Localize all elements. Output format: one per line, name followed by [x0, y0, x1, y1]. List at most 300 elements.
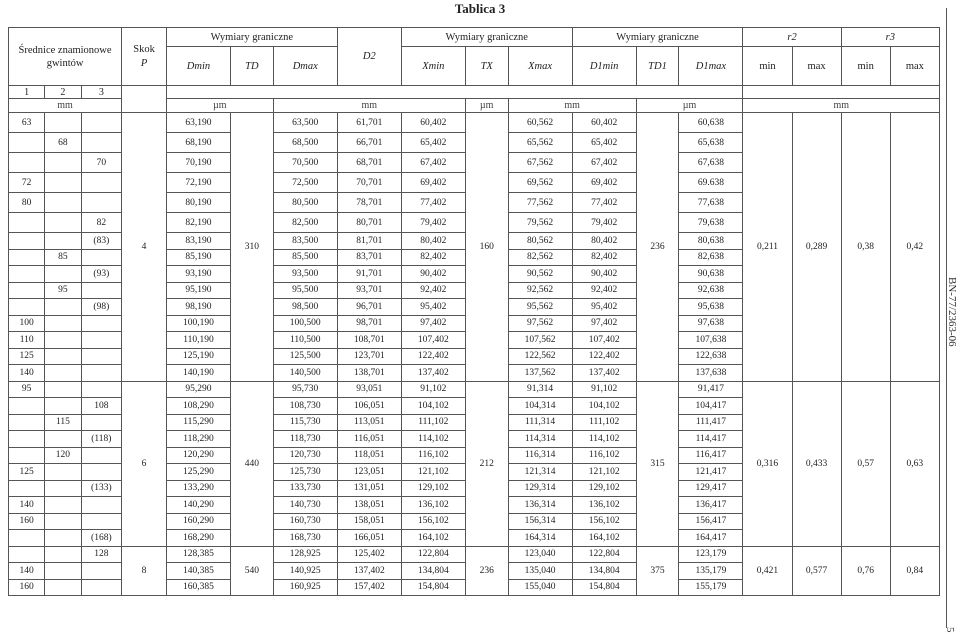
- cell-series-1: [9, 153, 45, 173]
- cell-d1min: 95,402: [572, 299, 636, 316]
- cell-d2: 108,701: [337, 332, 401, 349]
- cell-d1max: 91,417: [679, 381, 743, 398]
- cell-dmax: 82,500: [273, 213, 337, 233]
- cell-r2-min: 0,316: [743, 381, 792, 546]
- cell-dmax: 83,500: [273, 233, 337, 250]
- cell-xmax: 60,562: [508, 113, 572, 133]
- cell-td1: 315: [636, 381, 679, 546]
- cell-series-1: [9, 546, 45, 563]
- header-r3-min: min: [841, 47, 890, 86]
- cell-dmin: 93,190: [166, 266, 230, 283]
- cell-xmax: 77,562: [508, 193, 572, 213]
- cell-d1min: 67,402: [572, 153, 636, 173]
- cell-dmax: 100,500: [273, 315, 337, 332]
- cell-td: 310: [231, 113, 274, 382]
- cell-dmax: 80,500: [273, 193, 337, 213]
- cell-xmax: 155,040: [508, 579, 572, 596]
- header-r2: r2: [743, 28, 841, 47]
- cell-dmax: 133,730: [273, 480, 337, 497]
- cell-d1max: 164,417: [679, 530, 743, 547]
- cell-d1max: 69.638: [679, 173, 743, 193]
- cell-d1max: 67,638: [679, 153, 743, 173]
- cell-pitch: 6: [122, 381, 167, 546]
- header-limits-group-3: Wymiary graniczne: [572, 28, 743, 47]
- cell-d1min: 92,402: [572, 282, 636, 299]
- cell-dmin: 83,190: [166, 233, 230, 250]
- cell-series-2: [45, 513, 81, 530]
- cell-d2: 158,051: [337, 513, 401, 530]
- cell-td1: 236: [636, 113, 679, 382]
- cell-series-3: 108: [81, 398, 122, 415]
- cell-d1max: 82,638: [679, 249, 743, 266]
- cell-xmax: 65,562: [508, 133, 572, 153]
- cell-xmin: 82,402: [401, 249, 465, 266]
- cell-series-1: 63: [9, 113, 45, 133]
- cell-d1min: 80,402: [572, 233, 636, 250]
- cell-dmax: 68,500: [273, 133, 337, 153]
- cell-d2: 78,701: [337, 193, 401, 213]
- cell-dmax: 95,500: [273, 282, 337, 299]
- cell-r3-max: 0,84: [890, 546, 939, 596]
- cell-series-3: (168): [81, 530, 122, 547]
- cell-d1min: 90,402: [572, 266, 636, 283]
- cell-series-1: 140: [9, 563, 45, 580]
- header-pitch-blank: [122, 86, 167, 113]
- cell-series-2: [45, 193, 81, 213]
- cell-series-1: 110: [9, 332, 45, 349]
- cell-series-1: [9, 398, 45, 415]
- cell-d1min: 122,804: [572, 546, 636, 563]
- cell-xmax: 114,314: [508, 431, 572, 448]
- cell-d1min: 116,102: [572, 447, 636, 464]
- cell-td: 540: [231, 546, 274, 596]
- cell-series-3: 128: [81, 546, 122, 563]
- cell-xmax: 129,314: [508, 480, 572, 497]
- cell-xmin: 156,102: [401, 513, 465, 530]
- cell-d1max: 155,179: [679, 579, 743, 596]
- cell-series-2: [45, 315, 81, 332]
- cell-d1min: 129,102: [572, 480, 636, 497]
- page-number: 5: [944, 626, 956, 632]
- cell-dmax: 160,730: [273, 513, 337, 530]
- cell-d1max: 95,638: [679, 299, 743, 316]
- cell-xmax: 164,314: [508, 530, 572, 547]
- cell-d2: 61,701: [337, 113, 401, 133]
- cell-d1min: 137,402: [572, 365, 636, 382]
- cell-series-2: [45, 365, 81, 382]
- header-col-2: 2: [45, 86, 81, 99]
- cell-r3-min: 0,38: [841, 113, 890, 382]
- cell-dmin: 82,190: [166, 213, 230, 233]
- cell-xmin: 121,102: [401, 464, 465, 481]
- cell-d1min: 114,102: [572, 431, 636, 448]
- cell-dmax: 120,730: [273, 447, 337, 464]
- cell-r2-min: 0,421: [743, 546, 792, 596]
- cell-d1min: 79,402: [572, 213, 636, 233]
- cell-d2: 138,051: [337, 497, 401, 514]
- cell-xmax: 80,562: [508, 233, 572, 250]
- cell-dmin: 108,290: [166, 398, 230, 415]
- cell-series-1: [9, 266, 45, 283]
- header-td: TD: [231, 47, 274, 86]
- unit-mm-diam: mm: [9, 99, 122, 113]
- cell-xmin: 80,402: [401, 233, 465, 250]
- cell-xmax: 122,562: [508, 348, 572, 365]
- cell-d2: 98,701: [337, 315, 401, 332]
- cell-xmax: 97,562: [508, 315, 572, 332]
- cell-series-3: [81, 193, 122, 213]
- header-r2-min: min: [743, 47, 792, 86]
- cell-series-2: [45, 546, 81, 563]
- cell-d1min: 122,402: [572, 348, 636, 365]
- cell-xmin: 114,102: [401, 431, 465, 448]
- cell-d1max: 77,638: [679, 193, 743, 213]
- cell-d1max: 114,417: [679, 431, 743, 448]
- cell-xmin: 77,402: [401, 193, 465, 213]
- cell-series-3: 82: [81, 213, 122, 233]
- cell-d1max: 65,638: [679, 133, 743, 153]
- cell-series-2: [45, 332, 81, 349]
- cell-dmin: 110,190: [166, 332, 230, 349]
- cell-xmax: 90,562: [508, 266, 572, 283]
- header-xmin: Xmin: [401, 47, 465, 86]
- cell-d2: 125,402: [337, 546, 401, 563]
- cell-series-3: [81, 497, 122, 514]
- cell-dmax: 168,730: [273, 530, 337, 547]
- cell-series-2: [45, 299, 81, 316]
- cell-series-3: [81, 315, 122, 332]
- header-spacer-r: [743, 86, 940, 99]
- header-xmax: Xmax: [508, 47, 572, 86]
- cell-series-3: [81, 282, 122, 299]
- cell-series-2: [45, 398, 81, 415]
- header-r2-max: max: [792, 47, 841, 86]
- cell-xmax: 82,562: [508, 249, 572, 266]
- cell-series-2: [45, 381, 81, 398]
- cell-dmin: 115,290: [166, 414, 230, 431]
- cell-xmin: 134,804: [401, 563, 465, 580]
- cell-series-3: [81, 464, 122, 481]
- cell-d1min: 134,804: [572, 563, 636, 580]
- cell-r3-min: 0,76: [841, 546, 890, 596]
- cell-r2-max: 0,433: [792, 381, 841, 546]
- table-row: [9, 546, 940, 563]
- cell-series-3: [81, 513, 122, 530]
- cell-xmax: 156,314: [508, 513, 572, 530]
- cell-xmin: 92,402: [401, 282, 465, 299]
- cell-dmax: 118,730: [273, 431, 337, 448]
- header-tx: TX: [465, 47, 508, 86]
- cell-tx: 160: [465, 113, 508, 382]
- cell-series-1: 140: [9, 497, 45, 514]
- cell-d1min: 60,402: [572, 113, 636, 133]
- cell-xmin: 116,102: [401, 447, 465, 464]
- cell-dmin: 140,385: [166, 563, 230, 580]
- cell-xmax: 111,314: [508, 414, 572, 431]
- cell-series-1: 125: [9, 348, 45, 365]
- cell-dmin: 98,190: [166, 299, 230, 316]
- cell-series-3: [81, 381, 122, 398]
- cell-series-3: [81, 447, 122, 464]
- cell-pitch: 4: [122, 113, 167, 382]
- cell-xmin: 91,102: [401, 381, 465, 398]
- cell-series-1: [9, 213, 45, 233]
- unit-um-td1: µm: [636, 99, 743, 113]
- cell-d1min: 69,402: [572, 173, 636, 193]
- cell-d1max: 104,417: [679, 398, 743, 415]
- thread-dimensions-table: [8, 27, 940, 596]
- header-r3-max: max: [890, 47, 939, 86]
- cell-dmax: 98,500: [273, 299, 337, 316]
- cell-dmax: 140,925: [273, 563, 337, 580]
- cell-d2: 118,051: [337, 447, 401, 464]
- cell-dmax: 115,730: [273, 414, 337, 431]
- cell-series-2: 68: [45, 133, 81, 153]
- unit-um-tx: µm: [465, 99, 508, 113]
- cell-dmax: 72,500: [273, 173, 337, 193]
- cell-d2: 66,701: [337, 133, 401, 153]
- cell-series-1: 80: [9, 193, 45, 213]
- cell-dmin: 85,190: [166, 249, 230, 266]
- cell-dmax: 140,730: [273, 497, 337, 514]
- cell-d2: 138,701: [337, 365, 401, 382]
- cell-d1min: 111,102: [572, 414, 636, 431]
- cell-series-1: 160: [9, 579, 45, 596]
- cell-d2: 93,701: [337, 282, 401, 299]
- cell-series-3: (93): [81, 266, 122, 283]
- cell-xmin: 65,402: [401, 133, 465, 153]
- cell-xmin: 79,402: [401, 213, 465, 233]
- cell-xmax: 67,562: [508, 153, 572, 173]
- cell-d2: 91,701: [337, 266, 401, 283]
- cell-xmax: 121,314: [508, 464, 572, 481]
- cell-d1max: 129,417: [679, 480, 743, 497]
- cell-dmax: 140,500: [273, 365, 337, 382]
- cell-series-2: [45, 579, 81, 596]
- cell-xmin: 97,402: [401, 315, 465, 332]
- cell-dmax: 125,500: [273, 348, 337, 365]
- header-col-1: 1: [9, 86, 45, 99]
- cell-series-3: (133): [81, 480, 122, 497]
- cell-xmax: 136,314: [508, 497, 572, 514]
- cell-series-2: 85: [45, 249, 81, 266]
- cell-dmin: 100,190: [166, 315, 230, 332]
- cell-d1max: 97,638: [679, 315, 743, 332]
- cell-d1min: 121,102: [572, 464, 636, 481]
- cell-d1min: 164,102: [572, 530, 636, 547]
- cell-d1max: 137,638: [679, 365, 743, 382]
- cell-d1max: 80,638: [679, 233, 743, 250]
- cell-series-1: [9, 480, 45, 497]
- unit-um-td: µm: [166, 99, 273, 113]
- cell-xmin: 107,402: [401, 332, 465, 349]
- cell-series-2: [45, 497, 81, 514]
- header-d1max: D1max: [679, 47, 743, 86]
- cell-series-3: [81, 365, 122, 382]
- cell-dmax: 108,730: [273, 398, 337, 415]
- header-spacer: [166, 86, 742, 99]
- cell-series-1: [9, 282, 45, 299]
- cell-series-2: [45, 563, 81, 580]
- cell-xmin: 95,402: [401, 299, 465, 316]
- cell-dmin: 95,190: [166, 282, 230, 299]
- cell-d1max: 156,417: [679, 513, 743, 530]
- cell-xmax: 107,562: [508, 332, 572, 349]
- cell-dmin: 160,290: [166, 513, 230, 530]
- cell-dmax: 110,500: [273, 332, 337, 349]
- cell-series-2: [45, 480, 81, 497]
- header-dmin: Dmin: [166, 47, 230, 86]
- cell-td: 440: [231, 381, 274, 546]
- cell-xmin: 122,402: [401, 348, 465, 365]
- cell-d2: 93,051: [337, 381, 401, 398]
- unit-mm-d: mm: [273, 99, 465, 113]
- cell-series-3: 70: [81, 153, 122, 173]
- cell-d1max: 111,417: [679, 414, 743, 431]
- cell-dmax: 63,500: [273, 113, 337, 133]
- cell-d2: 68,701: [337, 153, 401, 173]
- cell-series-1: [9, 447, 45, 464]
- header-limits-group-2: Wymiary graniczne: [401, 28, 572, 47]
- cell-d2: 83,701: [337, 249, 401, 266]
- cell-series-2: [45, 113, 81, 133]
- cell-series-3: (118): [81, 431, 122, 448]
- cell-d1max: 60,638: [679, 113, 743, 133]
- cell-d2: 131,051: [337, 480, 401, 497]
- cell-d2: 116,051: [337, 431, 401, 448]
- cell-series-2: [45, 266, 81, 283]
- header-pitch-symbol: P: [140, 57, 148, 69]
- cell-dmin: 168,290: [166, 530, 230, 547]
- cell-r3-min: 0,57: [841, 381, 890, 546]
- cell-series-2: [45, 233, 81, 250]
- cell-dmin: 133,290: [166, 480, 230, 497]
- cell-xmax: 79,562: [508, 213, 572, 233]
- cell-dmin: 95,290: [166, 381, 230, 398]
- cell-dmax: 160,925: [273, 579, 337, 596]
- cell-series-1: 160: [9, 513, 45, 530]
- cell-d1max: 92,638: [679, 282, 743, 299]
- cell-dmin: 128,385: [166, 546, 230, 563]
- cell-xmin: 104,102: [401, 398, 465, 415]
- cell-series-3: [81, 173, 122, 193]
- cell-series-3: (98): [81, 299, 122, 316]
- cell-d1max: 123,179: [679, 546, 743, 563]
- cell-d1min: 156,102: [572, 513, 636, 530]
- cell-dmin: 68,190: [166, 133, 230, 153]
- cell-r2-max: 0,577: [792, 546, 841, 596]
- cell-series-1: 100: [9, 315, 45, 332]
- cell-tx: 236: [465, 546, 508, 596]
- cell-d2: 70,701: [337, 173, 401, 193]
- cell-xmax: 69,562: [508, 173, 572, 193]
- cell-d1max: 79,638: [679, 213, 743, 233]
- cell-xmax: 92,562: [508, 282, 572, 299]
- cell-xmax: 116,314: [508, 447, 572, 464]
- cell-dmax: 95,730: [273, 381, 337, 398]
- cell-d1min: 82,402: [572, 249, 636, 266]
- cell-dmax: 70,500: [273, 153, 337, 173]
- header-col-3: 3: [81, 86, 122, 99]
- unit-mm-x: mm: [508, 99, 636, 113]
- cell-xmin: 137,402: [401, 365, 465, 382]
- cell-xmax: 91,314: [508, 381, 572, 398]
- cell-series-2: [45, 431, 81, 448]
- cell-dmax: 85,500: [273, 249, 337, 266]
- cell-d1max: 136,417: [679, 497, 743, 514]
- cell-series-1: [9, 299, 45, 316]
- cell-series-3: [81, 348, 122, 365]
- cell-series-2: [45, 348, 81, 365]
- cell-series-3: [81, 414, 122, 431]
- cell-dmin: 140,190: [166, 365, 230, 382]
- cell-d1max: 121,417: [679, 464, 743, 481]
- cell-xmin: 67,402: [401, 153, 465, 173]
- cell-xmin: 164,102: [401, 530, 465, 547]
- cell-series-1: [9, 133, 45, 153]
- cell-series-2: [45, 173, 81, 193]
- cell-dmin: 63,190: [166, 113, 230, 133]
- cell-d2: 106,051: [337, 398, 401, 415]
- cell-tx: 212: [465, 381, 508, 546]
- cell-series-1: [9, 249, 45, 266]
- cell-series-3: [81, 563, 122, 580]
- cell-xmax: 104,314: [508, 398, 572, 415]
- unit-mm-r: mm: [743, 99, 940, 113]
- cell-dmin: 125,290: [166, 464, 230, 481]
- cell-d2: 137,402: [337, 563, 401, 580]
- cell-d1min: 107,402: [572, 332, 636, 349]
- cell-xmin: 129,102: [401, 480, 465, 497]
- cell-series-1: 72: [9, 173, 45, 193]
- cell-r3-max: 0,63: [890, 381, 939, 546]
- cell-dmin: 118,290: [166, 431, 230, 448]
- cell-dmax: 93,500: [273, 266, 337, 283]
- cell-xmax: 137,562: [508, 365, 572, 382]
- header-r3: r3: [841, 28, 939, 47]
- cell-xmin: 60,402: [401, 113, 465, 133]
- cell-d1min: 65,402: [572, 133, 636, 153]
- cell-series-3: [81, 113, 122, 133]
- cell-series-2: 120: [45, 447, 81, 464]
- cell-series-1: 125: [9, 464, 45, 481]
- cell-series-2: [45, 464, 81, 481]
- table-row: [9, 381, 940, 398]
- cell-dmin: 72,190: [166, 173, 230, 193]
- header-limits-group-1: Wymiary graniczne: [166, 28, 337, 47]
- cell-series-1: [9, 431, 45, 448]
- cell-xmin: 122,804: [401, 546, 465, 563]
- cell-series-1: 95: [9, 381, 45, 398]
- cell-xmin: 136,102: [401, 497, 465, 514]
- cell-d1max: 135,179: [679, 563, 743, 580]
- cell-dmin: 120,290: [166, 447, 230, 464]
- header-nominal-diameters: Średnice znamionowe gwintów: [9, 28, 122, 86]
- table-title: Tablica 3: [454, 1, 506, 16]
- cell-xmax: 95,562: [508, 299, 572, 316]
- cell-dmin: 80,190: [166, 193, 230, 213]
- cell-xmax: 135,040: [508, 563, 572, 580]
- cell-series-1: [9, 530, 45, 547]
- cell-r2-max: 0,289: [792, 113, 841, 382]
- cell-d1min: 154,804: [572, 579, 636, 596]
- cell-series-2: 95: [45, 282, 81, 299]
- cell-d1min: 77,402: [572, 193, 636, 213]
- cell-xmin: 90,402: [401, 266, 465, 283]
- cell-d1max: 90,638: [679, 266, 743, 283]
- cell-xmin: 69,402: [401, 173, 465, 193]
- cell-d1max: 116,417: [679, 447, 743, 464]
